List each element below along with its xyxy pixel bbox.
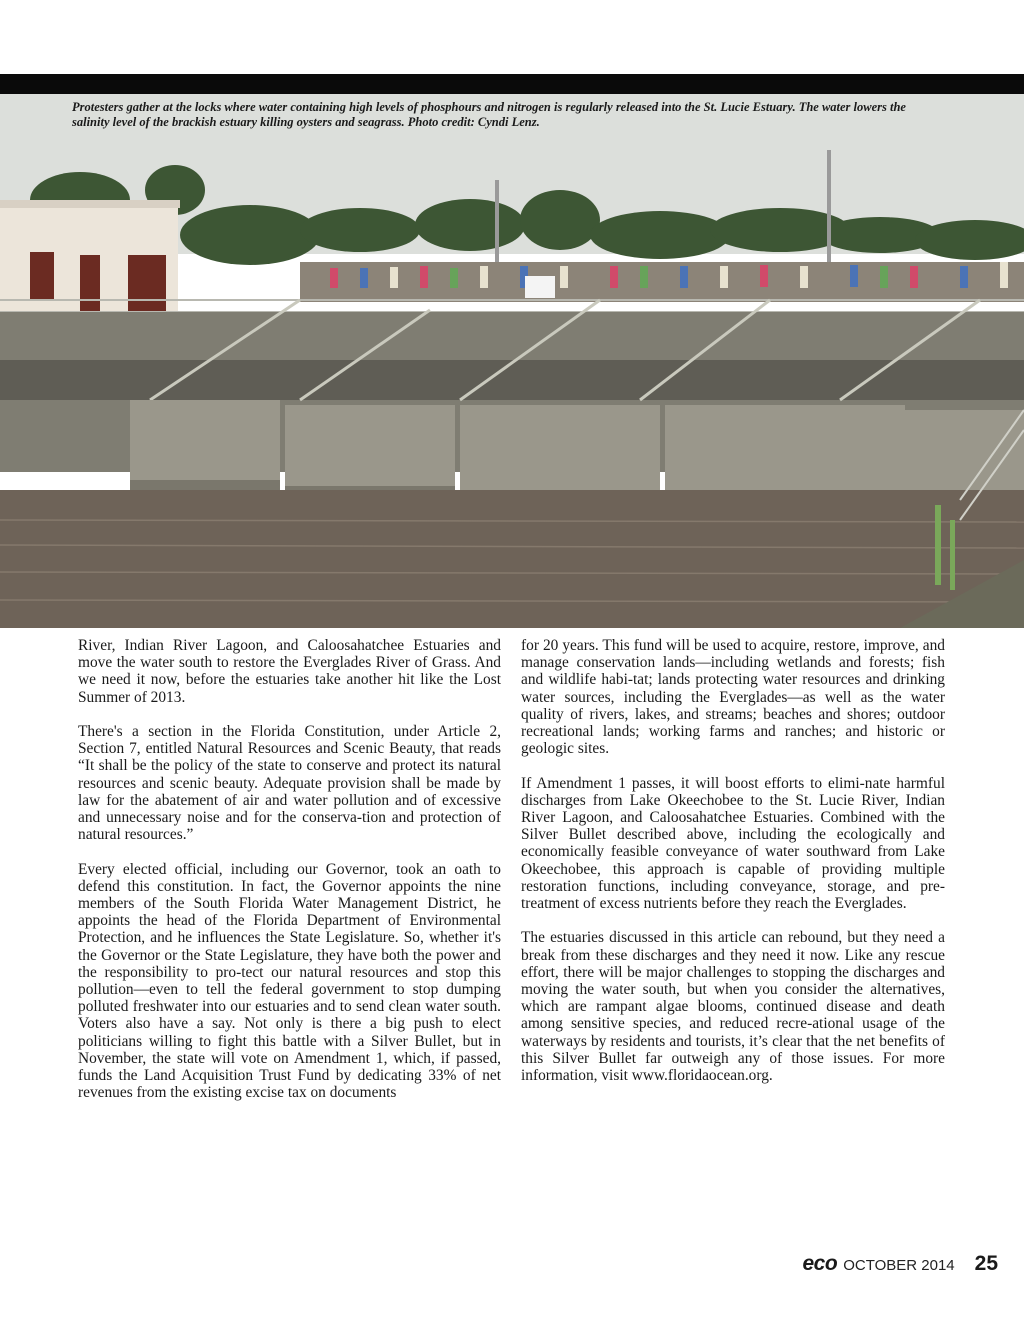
page-footer	[803, 1252, 999, 1276]
article-paragraph: There's a section in the Florida Constitution, under Article 2, Section 7, entitled Natural Resources and Scenic Beauty, that reads “It shall be the policy of the state to conserve and protect its natural resources and scenic beauty. Adequate provision shall be made by law for the abatement of air and water pollution and of excessive and unnecessary noise and for the conserva-tion and protection of natural resources.”	[78, 723, 501, 844]
article-paragraph: River, Indian River Lagoon, and Caloosahatchee Estuaries and move the water south to restore the Everglades River of Grass. And we need it now, before the estuaries take another hit like the Lost Summer of 2013.	[78, 637, 501, 706]
water	[0, 490, 1024, 628]
article-paragraph: If Amendment 1 passes, it will boost efforts to elimi-nate harmful discharges from Lake Okeechobee to the St. Lucie River, Indian River Lagoon, and Caloosahatchee Estuaries. Combined with the Silver Bullet described above, including the ecologically and economically feasible conveyance of water southward from Lake Okeechobee, this approach is capable of providing multiple restoration functions, including conveyance, storage, and pre-treatment of excess nutrients before they reach the Everglades.	[521, 774, 945, 913]
article-paragraph: Every elected official, including our Governor, took an oath to defend this constitution. In fact, the Governor appoints the nine members of the South Florida Water Management District, he appoints the head of the Florida Department of Environmental Protection, and he influences the State Legislature. So, whether it's the Governor or the State Legislature, they have both the power and the responsibility to pro-tect our natural resources and stop this pollution—even to tell the federal government to stop dumping polluted freshwater into our estuaries and to send clean water south. Voters also have a say. Not only is there a big push to elect politicians willing to fight this battle with a Silver Bullet, but in November, the state will vote on Amendment 1, which, if passed, funds the Land Acquisition Trust Fund by dedicating 33% of net revenues from the existing excise tax on documents	[78, 860, 501, 1102]
article-left-column	[78, 637, 501, 1101]
article-paragraph: for 20 years. This fund will be used to acquire, restore, improve, and manage conservation lands—including wetlands and forests; fish and wildlife habi-tat; lands protecting water resources and drinking water sources, including the Everglades—as well as the water quality of rivers, lakes, and streams; beaches and shores; outdoor recreational lands; working farms and ranches; and historic or geologic sites.	[521, 637, 945, 758]
protest-photo	[0, 0, 1024, 628]
magazine-name: eco	[802, 1252, 838, 1275]
photo-top-border	[0, 0, 1024, 74]
issue-date: OCTOBER 2014	[843, 1257, 955, 1274]
article-right-column	[521, 637, 945, 1084]
article-paragraph: The estuaries discussed in this article can rebound, but they need a break from these discharges and they need it now. Like any rescue effort, there will be major challenges to stopping the discharges and moving the water south, but when you consider the alternatives, which are rampant algae blooms, continued disease and death among sensitive species, and reduced recre-ational usage of the waterways by residents and tourists, it’s clear that the net benefits of this Silver Bullet far outweigh any of those issues. For more information, visit www.floridaocean.org.	[521, 929, 945, 1085]
photo-caption: Protesters gather at the locks where water containing high levels of phosphours and nitrogen is regularly released into the St. Lucie Estuary. The water lowers the salinity level of the brackish estuary killing oysters and seagrass. Photo credit: Cyndi Lenz.	[72, 100, 906, 129]
crowd	[300, 262, 1024, 302]
page-number: 25	[974, 1252, 998, 1275]
black-band	[0, 74, 1024, 94]
